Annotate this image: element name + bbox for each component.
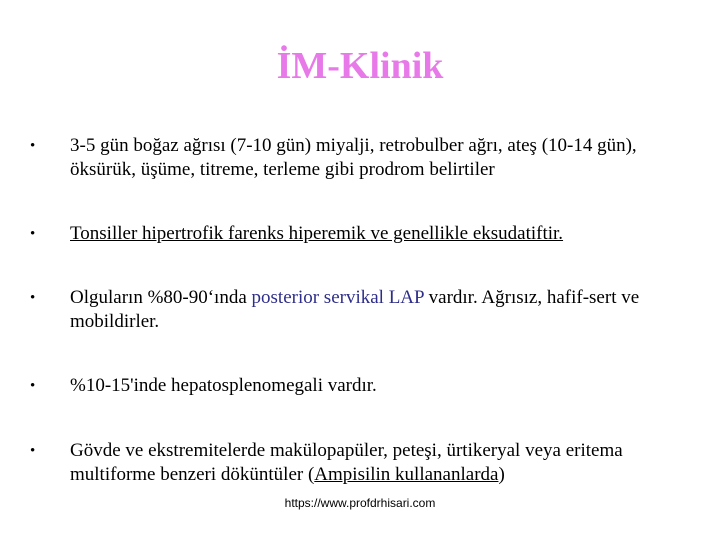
highlighted-term: posterior servikal LAP [251, 287, 424, 308]
bullet-text-part: Gövde ve ekstremitelerde makülopapüler, peteşi, ürtikeryal veya eritema multiforme benzeri döküntüler ( [70, 440, 623, 485]
slide-title: İM-Klinik [276, 45, 444, 87]
bullet-dot: • [30, 226, 36, 242]
bullet-dot: • [30, 290, 36, 306]
bullet-text: %10-15'inde hepatosplenomegali vardır. [70, 375, 377, 396]
bullet-dot: • [30, 443, 36, 459]
bullet-text [70, 439, 700, 487]
underlined-term: Ampisilin kullananlarda [314, 464, 499, 485]
bullet-dot: • [30, 378, 36, 394]
bullet-text-part: ) [498, 464, 505, 485]
bullet-text [70, 286, 700, 334]
bullet-text: Tonsiller hipertrofik farenks hiperemik ve genellikle eksudatiftir. [70, 223, 564, 244]
footer-url: https://www.profdrhisari.com [284, 496, 436, 510]
bullet-dot: • [30, 138, 36, 154]
bullet-text-part: vardır. Ağrısız, hafif-sert ve mobildirler. [70, 287, 640, 332]
bullet-text: 3-5 gün boğaz ağrısı (7-10 gün) miyalji, retrobulber ağrı, ateş (10-14 gün), öksürük, üşüme, titreme, terleme gibi prodrom belirtiler [70, 135, 637, 180]
bullet-text-part: Olguların %80-90‘ında [70, 287, 252, 308]
